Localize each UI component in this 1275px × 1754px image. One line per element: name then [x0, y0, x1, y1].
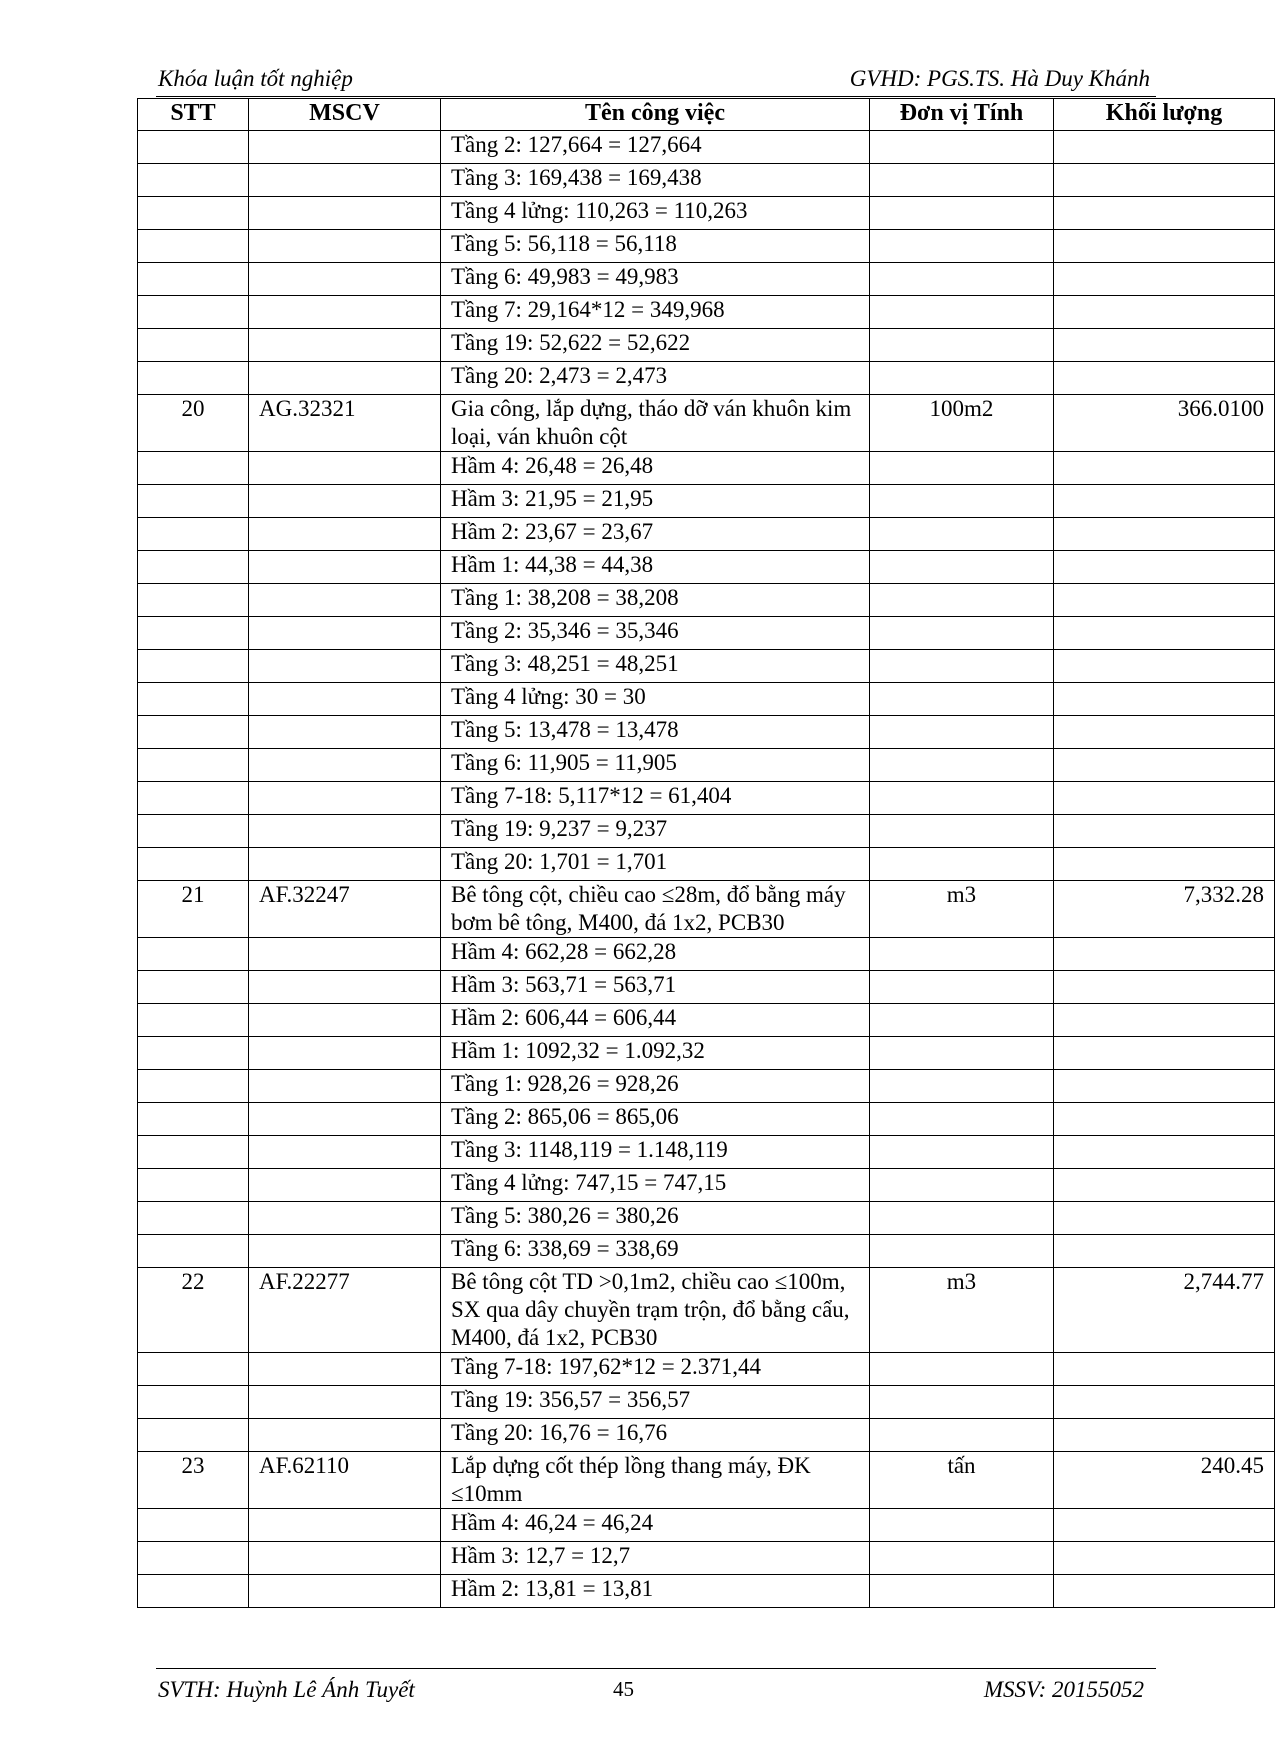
cell-unit [870, 230, 1054, 263]
table-row-sub [138, 1419, 1275, 1452]
cell-unit [870, 1037, 1054, 1070]
page-number: 45 [613, 1677, 634, 1701]
cell-mscv: AG.32321 [249, 395, 441, 452]
cell-stt [138, 1004, 249, 1037]
table-row-sub [138, 1169, 1275, 1202]
cell-quantity [1054, 1037, 1275, 1070]
cell-unit [870, 197, 1054, 230]
page-footer [156, 1668, 1156, 1709]
cell-task-name: Tầng 1: 38,208 = 38,208 [441, 584, 870, 617]
cell-mscv [249, 131, 441, 164]
cell-task-name: Hầm 4: 26,48 = 26,48 [441, 452, 870, 485]
cell-mscv: AF.22277 [249, 1268, 441, 1353]
cell-task-name: Tầng 6: 49,983 = 49,983 [441, 263, 870, 296]
cell-stt [138, 1575, 249, 1608]
cell-quantity [1054, 197, 1275, 230]
table-row-sub [138, 329, 1275, 362]
cell-stt [138, 749, 249, 782]
cell-mscv [249, 1353, 441, 1386]
table-row-sub [138, 362, 1275, 395]
cell-task-name: Hầm 4: 46,24 = 46,24 [441, 1509, 870, 1542]
cell-unit [870, 716, 1054, 749]
cell-mscv [249, 716, 441, 749]
cell-unit [870, 1202, 1054, 1235]
cell-stt [138, 551, 249, 584]
cell-stt [138, 263, 249, 296]
cell-quantity [1054, 1136, 1275, 1169]
cell-stt [138, 131, 249, 164]
cell-unit [870, 1386, 1054, 1419]
cell-task-name: Tầng 7-18: 197,62*12 = 2.371,44 [441, 1353, 870, 1386]
cell-mscv [249, 1070, 441, 1103]
cell-task-name: Tầng 6: 338,69 = 338,69 [441, 1235, 870, 1268]
cell-mscv [249, 1037, 441, 1070]
cell-mscv [249, 1509, 441, 1542]
cell-task-name: Tầng 20: 1,701 = 1,701 [441, 848, 870, 881]
cell-mscv [249, 815, 441, 848]
cell-unit [870, 1070, 1054, 1103]
cell-unit [870, 1542, 1054, 1575]
cell-unit [870, 683, 1054, 716]
cell-unit: m3 [870, 881, 1054, 938]
cell-quantity: 240.45 [1054, 1452, 1275, 1509]
cell-stt [138, 362, 249, 395]
cell-stt [138, 1509, 249, 1542]
cell-task-name: Hầm 2: 13,81 = 13,81 [441, 1575, 870, 1608]
cell-unit [870, 617, 1054, 650]
cell-mscv [249, 1575, 441, 1608]
cell-quantity [1054, 848, 1275, 881]
cell-task-name: Tầng 5: 13,478 = 13,478 [441, 716, 870, 749]
cell-mscv [249, 263, 441, 296]
cell-quantity [1054, 1070, 1275, 1103]
cell-stt [138, 1542, 249, 1575]
cell-mscv [249, 329, 441, 362]
table-row-sub [138, 197, 1275, 230]
cell-task-name: Tầng 3: 1148,119 = 1.148,119 [441, 1136, 870, 1169]
cell-mscv [249, 584, 441, 617]
cell-task-name: Tầng 19: 9,237 = 9,237 [441, 815, 870, 848]
cell-unit [870, 1353, 1054, 1386]
cell-mscv [249, 1419, 441, 1452]
table-row-sub [138, 1070, 1275, 1103]
cell-quantity [1054, 1575, 1275, 1608]
cell-stt [138, 683, 249, 716]
cell-quantity [1054, 971, 1275, 1004]
cell-task-name: Hầm 3: 21,95 = 21,95 [441, 485, 870, 518]
cell-mscv [249, 1004, 441, 1037]
cell-stt [138, 1070, 249, 1103]
cell-quantity [1054, 716, 1275, 749]
cell-stt [138, 1136, 249, 1169]
cell-quantity [1054, 296, 1275, 329]
table-row-sub [138, 938, 1275, 971]
cell-unit [870, 362, 1054, 395]
cell-quantity [1054, 650, 1275, 683]
cell-quantity [1054, 1353, 1275, 1386]
cell-unit [870, 131, 1054, 164]
cell-quantity [1054, 1419, 1275, 1452]
cell-mscv [249, 617, 441, 650]
cell-unit [870, 584, 1054, 617]
cell-stt [138, 971, 249, 1004]
cell-mscv [249, 971, 441, 1004]
cell-mscv [249, 650, 441, 683]
cell-unit [870, 518, 1054, 551]
cell-quantity [1054, 617, 1275, 650]
cell-quantity [1054, 584, 1275, 617]
table-row-sub [138, 584, 1275, 617]
table-row-item [138, 395, 1275, 452]
table-row-sub [138, 485, 1275, 518]
cell-task-name: Tầng 2: 127,664 = 127,664 [441, 131, 870, 164]
cell-task-name: Hầm 4: 662,28 = 662,28 [441, 938, 870, 971]
cell-mscv [249, 485, 441, 518]
cell-unit: tấn [870, 1452, 1054, 1509]
cell-quantity [1054, 230, 1275, 263]
table-row-sub [138, 452, 1275, 485]
cell-stt [138, 518, 249, 551]
cell-quantity [1054, 263, 1275, 296]
cell-unit [870, 971, 1054, 1004]
page-header [156, 64, 1156, 97]
cell-quantity [1054, 518, 1275, 551]
table-row-sub [138, 1542, 1275, 1575]
cell-quantity [1054, 362, 1275, 395]
cell-task-name: Lắp dựng cốt thép lồng thang máy, ĐK ≤10mm [441, 1452, 870, 1509]
cell-unit [870, 650, 1054, 683]
cell-unit [870, 815, 1054, 848]
cell-quantity [1054, 452, 1275, 485]
table-body [138, 131, 1275, 1608]
cell-quantity: 2,744.77 [1054, 1268, 1275, 1353]
cell-task-name: Tầng 1: 928,26 = 928,26 [441, 1070, 870, 1103]
cell-mscv [249, 1103, 441, 1136]
cell-stt [138, 1235, 249, 1268]
cell-quantity [1054, 485, 1275, 518]
cell-stt [138, 1202, 249, 1235]
cell-mscv [249, 164, 441, 197]
cell-unit [870, 1136, 1054, 1169]
cell-mscv [249, 683, 441, 716]
table-row-sub [138, 749, 1275, 782]
table-row-sub [138, 683, 1275, 716]
table-row-sub [138, 971, 1275, 1004]
cell-quantity [1054, 749, 1275, 782]
cell-stt [138, 782, 249, 815]
cell-unit [870, 1575, 1054, 1608]
cell-stt [138, 617, 249, 650]
cell-unit [870, 749, 1054, 782]
cell-task-name: Tầng 7: 29,164*12 = 349,968 [441, 296, 870, 329]
cell-task-name: Tầng 19: 356,57 = 356,57 [441, 1386, 870, 1419]
cell-task-name: Tầng 2: 865,06 = 865,06 [441, 1103, 870, 1136]
table-row-sub [138, 650, 1275, 683]
cell-unit [870, 1169, 1054, 1202]
table-row-item [138, 1452, 1275, 1509]
cell-unit [870, 164, 1054, 197]
cell-stt [138, 716, 249, 749]
table-row-sub [138, 848, 1275, 881]
cell-mscv [249, 782, 441, 815]
table-row-sub [138, 1575, 1275, 1608]
cell-unit [870, 263, 1054, 296]
cell-task-name: Tầng 7-18: 5,117*12 = 61,404 [441, 782, 870, 815]
cell-mscv [249, 749, 441, 782]
cell-mscv: AF.62110 [249, 1452, 441, 1509]
table-row-sub [138, 1353, 1275, 1386]
cell-stt [138, 164, 249, 197]
cell-quantity [1054, 1169, 1275, 1202]
table-row-sub [138, 1037, 1275, 1070]
cell-stt [138, 452, 249, 485]
table-row-sub [138, 1136, 1275, 1169]
cell-quantity [1054, 1386, 1275, 1419]
cell-unit [870, 782, 1054, 815]
cell-stt: 23 [138, 1452, 249, 1509]
table-row-sub [138, 518, 1275, 551]
cell-task-name: Tầng 6: 11,905 = 11,905 [441, 749, 870, 782]
cell-mscv [249, 1542, 441, 1575]
cell-task-name: Bê tông cột, chiều cao ≤28m, đổ bằng máy bơm bê tông, M400, đá 1x2, PCB30 [441, 881, 870, 938]
cell-stt: 21 [138, 881, 249, 938]
col-header-quantity: Khối lượng [1054, 99, 1275, 131]
table-row-sub [138, 296, 1275, 329]
cell-task-name: Tầng 5: 56,118 = 56,118 [441, 230, 870, 263]
cell-task-name: Hầm 2: 23,67 = 23,67 [441, 518, 870, 551]
col-header-task-name: Tên công việc [441, 99, 870, 131]
cell-stt [138, 1103, 249, 1136]
table-row-sub [138, 551, 1275, 584]
col-header-unit: Đơn vị Tính [870, 99, 1054, 131]
cell-task-name: Tầng 3: 169,438 = 169,438 [441, 164, 870, 197]
cell-mscv [249, 938, 441, 971]
cell-unit [870, 1103, 1054, 1136]
table-row-item [138, 1268, 1275, 1353]
cell-unit [870, 1235, 1054, 1268]
cell-unit [870, 452, 1054, 485]
cell-stt [138, 296, 249, 329]
cell-unit [870, 938, 1054, 971]
cell-unit [870, 848, 1054, 881]
cell-task-name: Gia công, lắp dựng, tháo dỡ ván khuôn kim loại, ván khuôn cột [441, 395, 870, 452]
table-row-sub [138, 1386, 1275, 1419]
cell-task-name: Bê tông cột TD >0,1m2, chiều cao ≤100m, SX qua dây chuyền trạm trộn, đổ bằng cẩu, M400, đá 1x2, PCB30 [441, 1268, 870, 1353]
cell-unit [870, 1419, 1054, 1452]
cell-quantity [1054, 1542, 1275, 1575]
table-row-sub [138, 164, 1275, 197]
cell-task-name: Hầm 1: 1092,32 = 1.092,32 [441, 1037, 870, 1070]
cell-mscv [249, 296, 441, 329]
cell-task-name: Hầm 3: 12,7 = 12,7 [441, 1542, 870, 1575]
cell-stt [138, 485, 249, 518]
cell-task-name: Hầm 2: 606,44 = 606,44 [441, 1004, 870, 1037]
cell-quantity [1054, 1004, 1275, 1037]
cell-quantity [1054, 1202, 1275, 1235]
cell-task-name: Hầm 1: 44,38 = 44,38 [441, 551, 870, 584]
cell-task-name: Tầng 19: 52,622 = 52,622 [441, 329, 870, 362]
cell-stt [138, 197, 249, 230]
cell-unit [870, 329, 1054, 362]
cell-stt [138, 1419, 249, 1452]
cell-stt: 20 [138, 395, 249, 452]
cell-quantity [1054, 815, 1275, 848]
cell-mscv [249, 1386, 441, 1419]
cell-quantity [1054, 131, 1275, 164]
cell-quantity [1054, 1103, 1275, 1136]
cell-unit [870, 296, 1054, 329]
cell-task-name: Tầng 4 lửng: 30 = 30 [441, 683, 870, 716]
cell-stt [138, 815, 249, 848]
table-row-sub [138, 1004, 1275, 1037]
cell-mscv [249, 518, 441, 551]
cell-stt [138, 938, 249, 971]
col-header-mscv: MSCV [249, 99, 441, 131]
table-row-sub [138, 716, 1275, 749]
cell-unit [870, 1509, 1054, 1542]
footer-student: SVTH: Huỳnh Lê Ánh Tuyết [158, 1677, 415, 1702]
table-row-sub [138, 131, 1275, 164]
cell-mscv [249, 551, 441, 584]
cell-mscv: AF.32247 [249, 881, 441, 938]
cell-quantity: 7,332.28 [1054, 881, 1275, 938]
cell-task-name: Tầng 3: 48,251 = 48,251 [441, 650, 870, 683]
cell-quantity [1054, 1509, 1275, 1542]
header-advisor: GVHD: PGS.TS. Hà Duy Khánh [849, 66, 1150, 91]
cell-quantity [1054, 1235, 1275, 1268]
cell-quantity [1054, 782, 1275, 815]
cell-mscv [249, 197, 441, 230]
cell-unit [870, 551, 1054, 584]
cell-mscv [249, 1169, 441, 1202]
cell-task-name: Tầng 2: 35,346 = 35,346 [441, 617, 870, 650]
cell-mscv [249, 230, 441, 263]
cell-stt: 22 [138, 1268, 249, 1353]
table-row-sub [138, 617, 1275, 650]
header-thesis-label: Khóa luận tốt nghiệp [158, 66, 353, 91]
table-header-row [138, 99, 1275, 131]
cell-mscv [249, 452, 441, 485]
col-header-stt: STT [138, 99, 249, 131]
cell-mscv [249, 362, 441, 395]
table-row-sub [138, 1103, 1275, 1136]
cell-task-name: Tầng 4 lửng: 110,263 = 110,263 [441, 197, 870, 230]
cell-unit [870, 1004, 1054, 1037]
cell-unit [870, 485, 1054, 518]
cell-stt [138, 230, 249, 263]
cell-unit: 100m2 [870, 395, 1054, 452]
table-row-sub [138, 815, 1275, 848]
cell-quantity: 366.0100 [1054, 395, 1275, 452]
cell-unit: m3 [870, 1268, 1054, 1353]
cell-mscv [249, 1235, 441, 1268]
cell-task-name: Tầng 20: 2,473 = 2,473 [441, 362, 870, 395]
cell-stt [138, 1037, 249, 1070]
cell-stt [138, 1386, 249, 1419]
cell-mscv [249, 1136, 441, 1169]
table-row-sub [138, 230, 1275, 263]
cell-stt [138, 848, 249, 881]
cell-stt [138, 1169, 249, 1202]
table-row-sub [138, 782, 1275, 815]
work-quantity-table [137, 98, 1275, 1608]
cell-task-name: Tầng 4 lửng: 747,15 = 747,15 [441, 1169, 870, 1202]
cell-task-name: Tầng 5: 380,26 = 380,26 [441, 1202, 870, 1235]
table-row-sub [138, 1235, 1275, 1268]
cell-stt [138, 1353, 249, 1386]
cell-task-name: Hầm 3: 563,71 = 563,71 [441, 971, 870, 1004]
table-row-sub [138, 1509, 1275, 1542]
table-row-sub [138, 1202, 1275, 1235]
table-row-sub [138, 263, 1275, 296]
cell-stt [138, 650, 249, 683]
cell-mscv [249, 1202, 441, 1235]
cell-mscv [249, 848, 441, 881]
cell-quantity [1054, 551, 1275, 584]
cell-quantity [1054, 329, 1275, 362]
cell-quantity [1054, 164, 1275, 197]
cell-quantity [1054, 683, 1275, 716]
cell-stt [138, 584, 249, 617]
cell-task-name: Tầng 20: 16,76 = 16,76 [441, 1419, 870, 1452]
table-row-item [138, 881, 1275, 938]
footer-student-id: MSSV: 20155052 [983, 1677, 1144, 1702]
cell-quantity [1054, 938, 1275, 971]
cell-stt [138, 329, 249, 362]
